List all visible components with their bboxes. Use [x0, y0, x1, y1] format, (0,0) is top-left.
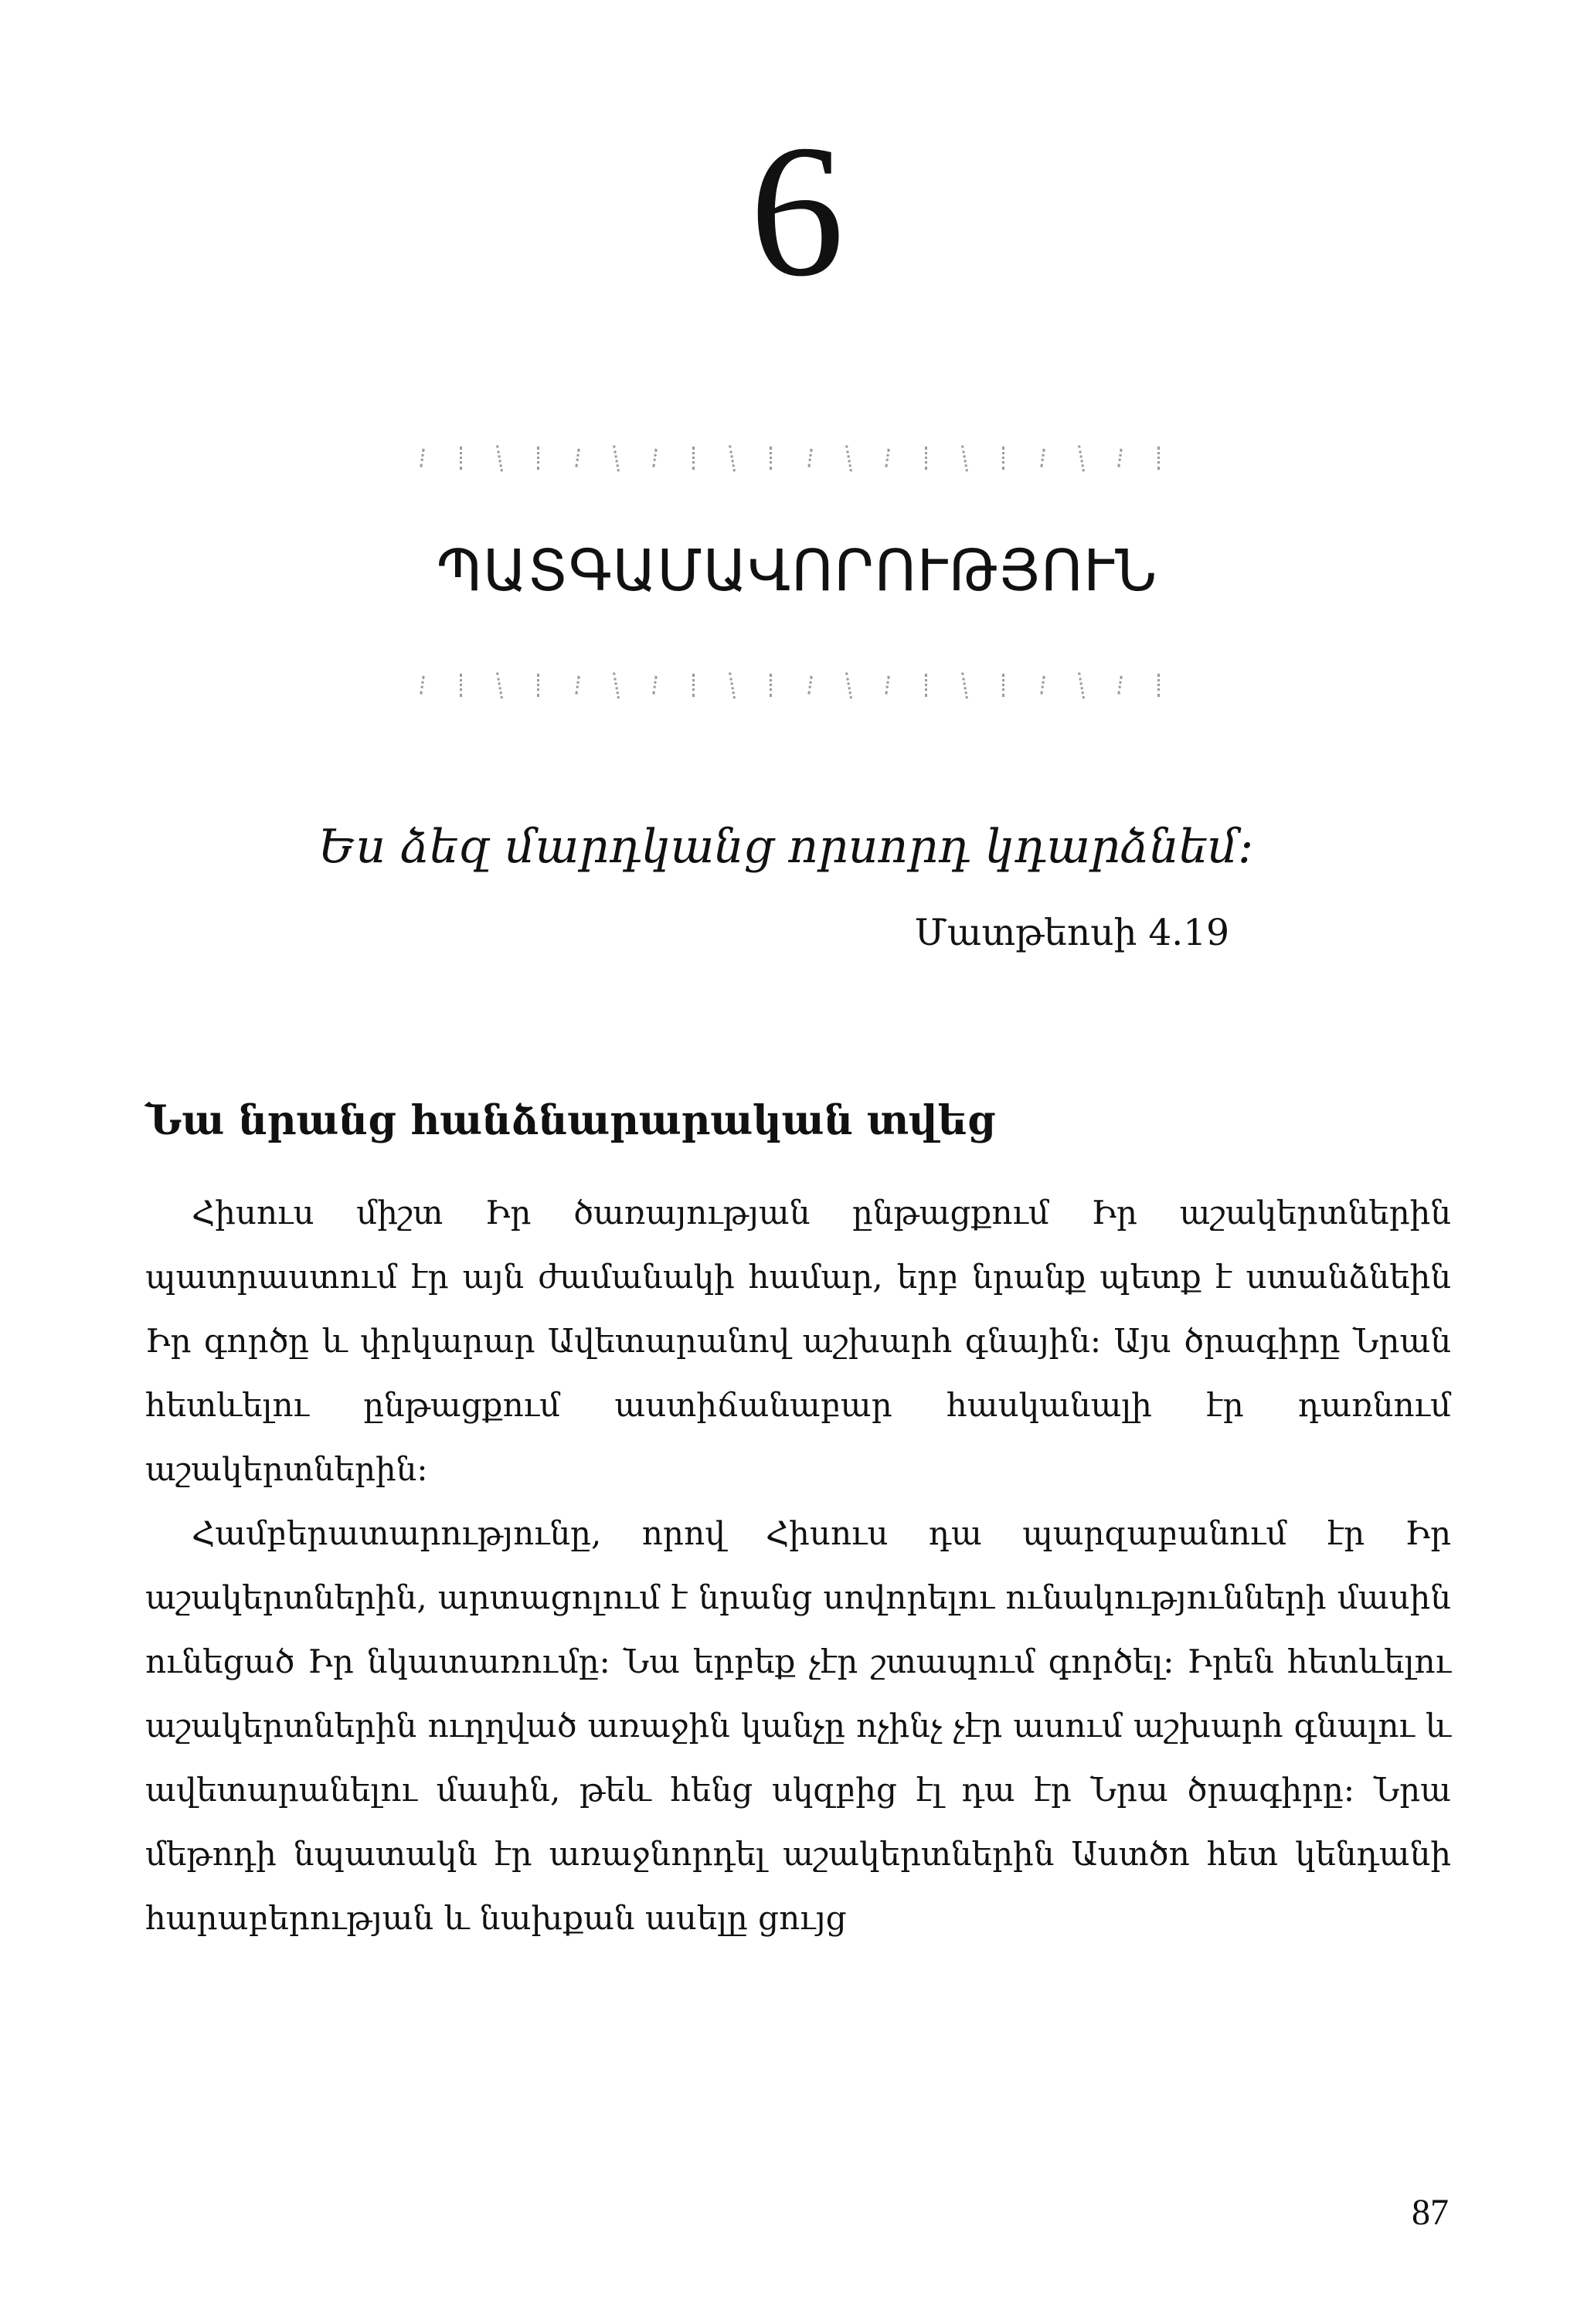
chapter-number: 6 [749, 106, 845, 315]
page-number: 87 [1412, 2192, 1449, 2233]
paragraph-1: Հիսուս միշտ Իր ծառայության ընթացքում Իր աշակերտներին պատրաստում էր այն ժամանակի համար, երբ նրանք պետք է ստանձնեին Իր գործը և փրկարար Ավետարանով աշխարհ գնային: Այս ծրագիրը Նրան հետևելու ընթացքում աստիճանաբար հասկանալի էր դառնում աշակերտներին: [145, 1194, 1451, 1488]
ornament-divider-top [421, 439, 1163, 477]
paragraph-2: Համբերատարությունը, որով Հիսուս դա պարզաբանում էր Իր աշակերտներին, արտացոլում է նրանց սովորելու ունակությունների մասին ունեցած Իր նկատառումը: Նա երբեք չէր շտապում գործել: Իրեն հետևելու աշակերտներին ուղղված առաջին կանչը ոչինչ չէր ասում աշխարհ գնալու և ավետարանելու մասին, թեև հենց սկզբից էլ դա էր Նրա ծրագիրը: Նրա մեթոդի նպատակն էր առաջնորդել աշակերտներին Աստծո հետ կենդանի հարաբերության և նախքան ասելը ցույց [145, 1514, 1451, 1937]
section-heading: Նա նրանց հանձնարարական տվեց [145, 1097, 996, 1144]
chapter-title: ՊԱՏԳԱՄԱՎՈՐՈՒԹՅՈՒՆ [436, 538, 1158, 604]
epigraph-quote: Ես ձեզ մարդկանց որսորդ կդարձնեմ: [318, 820, 1254, 874]
ornament-divider-bottom [421, 666, 1163, 705]
body-text [145, 1181, 1451, 1950]
epigraph-reference: Մատթեոսի 4.19 [914, 912, 1229, 954]
